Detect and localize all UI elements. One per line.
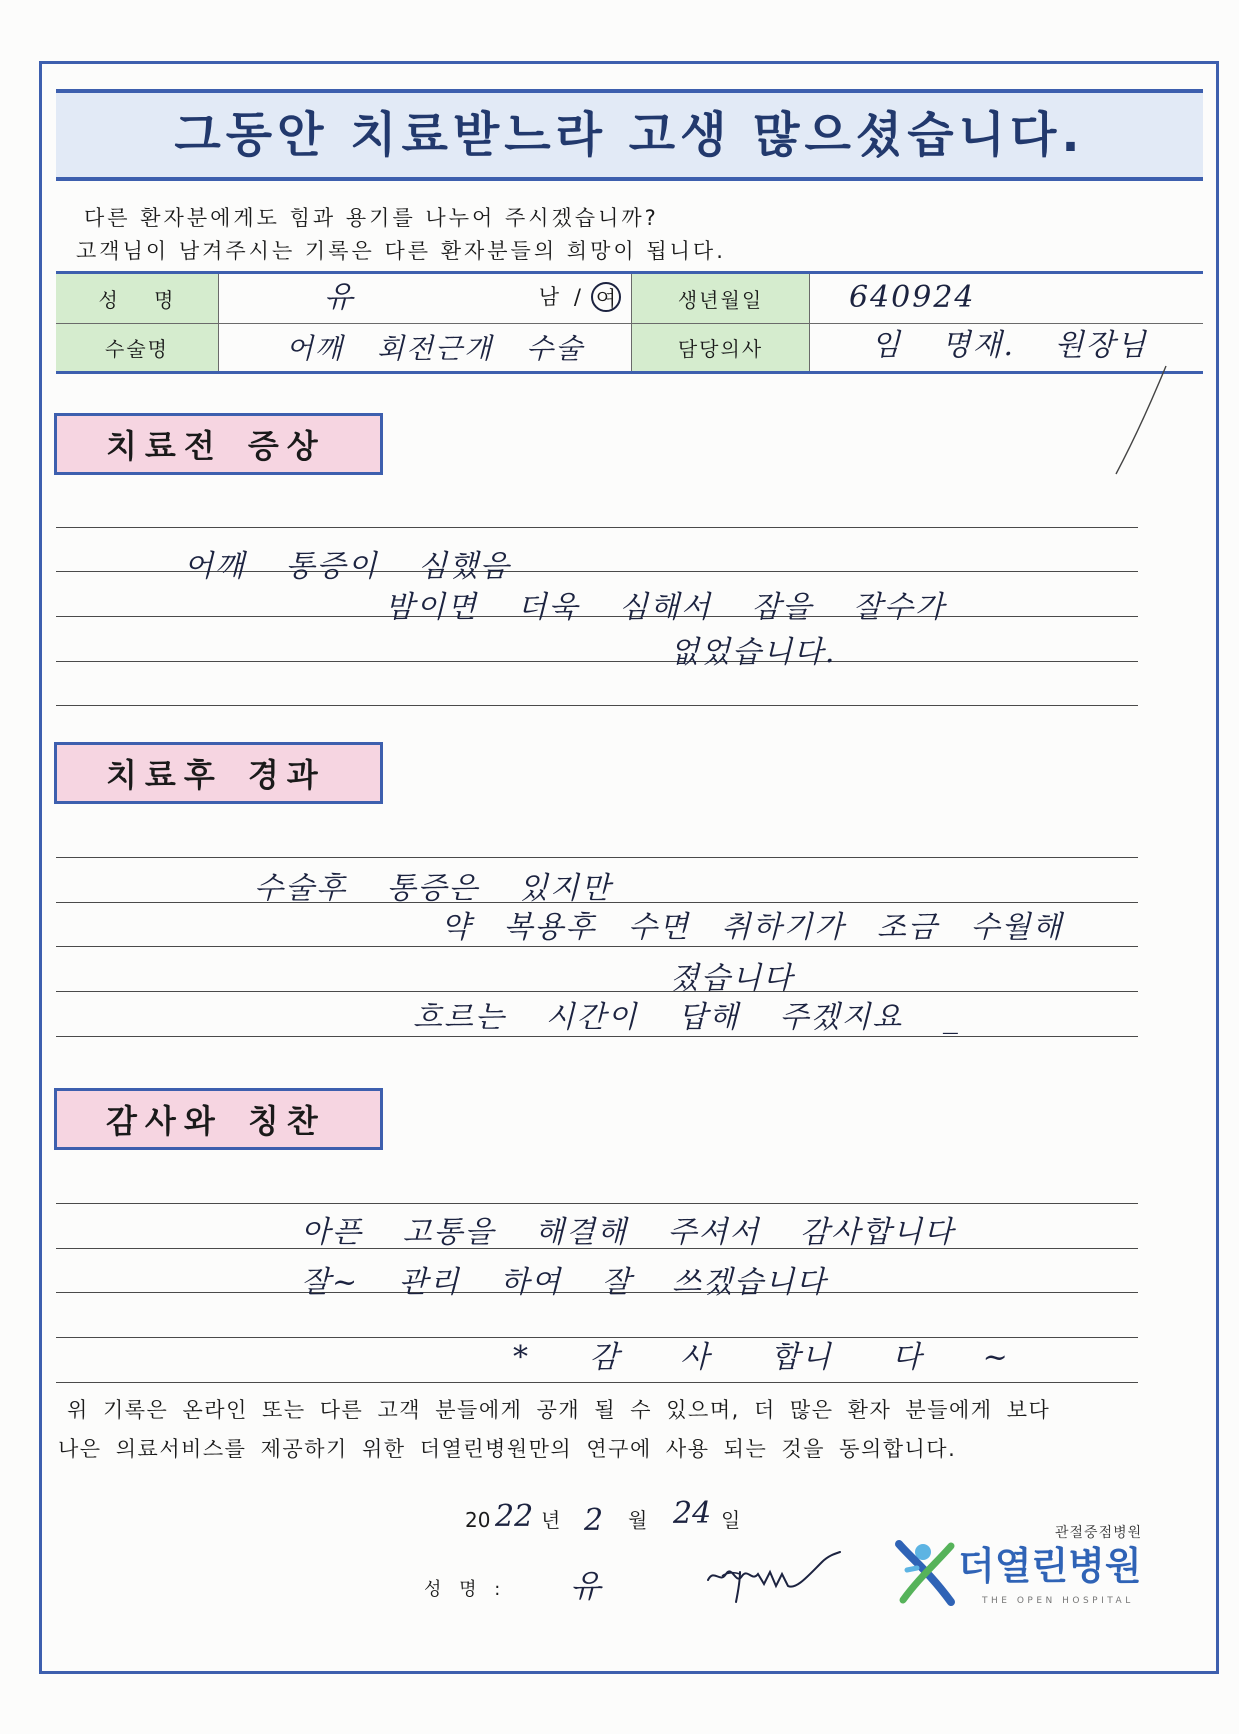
date-month-unit: 월 bbox=[628, 1508, 648, 1532]
consent-line-2: 나은 의료서비스를 제공하기 위한 더열린병원만의 연구에 사용 되는 것을 동의합니다. bbox=[58, 1437, 957, 1461]
name-label: 성 명 bbox=[56, 274, 218, 323]
ruled-line bbox=[56, 705, 1138, 706]
ruled-line bbox=[56, 857, 1138, 858]
page-title: 그동안 치료받느라 고생 많으셨습니다. bbox=[174, 107, 1085, 163]
title-banner bbox=[56, 89, 1203, 181]
section-heading-after-treatment: 치료후 경과 bbox=[54, 742, 383, 804]
handwritten-line: 밤이면 더욱 심해서 잠을 잘수가 bbox=[385, 590, 946, 625]
logo-name: 더열린병원 bbox=[958, 1544, 1142, 1588]
handwritten-line: 수술후 통증은 있지만 bbox=[254, 871, 612, 906]
ruled-line bbox=[56, 1337, 1138, 1338]
ruled-line bbox=[56, 1203, 1138, 1204]
ruled-line bbox=[56, 1036, 1138, 1037]
gender-male: 남 bbox=[538, 285, 560, 309]
handwritten-line: 잘~ 관리 하여 잘 쓰겠습니다 bbox=[301, 1265, 828, 1300]
handwritten-line: * 감 사 합니 다 ~ bbox=[513, 1340, 1010, 1375]
doctor-label: 담당의사 bbox=[631, 323, 809, 371]
date-day-unit: 일 bbox=[721, 1508, 741, 1532]
handwritten-line: 약 복용후 수면 취하기가 조금 수월해 bbox=[441, 910, 1064, 945]
birth-cell bbox=[809, 274, 1203, 323]
signature-label: 성 명 : bbox=[424, 1579, 504, 1600]
handwritten-line: 없었습니다. bbox=[670, 635, 837, 670]
logo-english: THE OPEN HOSPITAL bbox=[982, 1596, 1134, 1606]
gender-options bbox=[534, 282, 621, 312]
birth-value: 640924 bbox=[849, 280, 976, 315]
section-heading-before-treatment: 치료전 증상 bbox=[54, 413, 383, 475]
handwritten-line: 졌습니다 bbox=[670, 961, 794, 996]
logo-tagline: 관절중점병원 bbox=[1055, 1525, 1143, 1541]
handwritten-line: 어깨 통증이 심했음 bbox=[184, 549, 511, 584]
hospital-figure-icon bbox=[893, 1538, 957, 1610]
ruled-line bbox=[56, 661, 1138, 662]
intro-line-2: 고객님이 남겨주시는 기록은 다른 환자분들의 희망이 됩니다. bbox=[76, 239, 726, 263]
ruled-line bbox=[56, 946, 1138, 947]
signature-scribble bbox=[704, 1550, 844, 1606]
signature-name: 유 bbox=[570, 1567, 601, 1605]
ruled-line bbox=[56, 991, 1138, 992]
consent-line-1: 위 기록은 온라인 또는 다른 고객 분들에게 공개 될 수 있으며, 더 많은 환자 분들에게 보다 bbox=[67, 1398, 1051, 1422]
intro-line-1: 다른 환자분에게도 힘과 용기를 나누어 주시겠습니까? bbox=[84, 206, 659, 230]
patient-name: 유 bbox=[324, 280, 355, 315]
gender-female: 여 bbox=[591, 282, 621, 312]
date-day: 24 bbox=[673, 1496, 712, 1531]
pen-stroke-mark bbox=[1108, 360, 1172, 482]
patient-info-table bbox=[56, 271, 1203, 374]
handwritten-line: 흐르는 시간이 답해 주겠지요 _ bbox=[413, 1000, 960, 1035]
ruled-line bbox=[56, 527, 1138, 528]
surgery-cell bbox=[218, 323, 631, 371]
ruled-line bbox=[56, 1382, 1138, 1383]
section-heading-thanks: 감사와 칭찬 bbox=[54, 1088, 383, 1150]
date-year-unit: 년 bbox=[541, 1508, 561, 1532]
name-cell bbox=[218, 274, 631, 323]
handwritten-line: 아픈 고통을 해결해 주셔서 감사합니다 bbox=[301, 1215, 955, 1250]
birth-label: 생년월일 bbox=[631, 274, 809, 323]
date-year: 22 bbox=[495, 1499, 534, 1534]
surgery-label: 수술명 bbox=[56, 323, 218, 371]
date-century: 20 bbox=[465, 1508, 491, 1532]
gender-separator: / bbox=[573, 285, 581, 309]
doctor-value: 임 명재. 원장님 bbox=[871, 328, 1148, 363]
date-month: 2 bbox=[584, 1503, 604, 1538]
surgery-value: 어깨 회전근개 수술 bbox=[286, 332, 585, 365]
